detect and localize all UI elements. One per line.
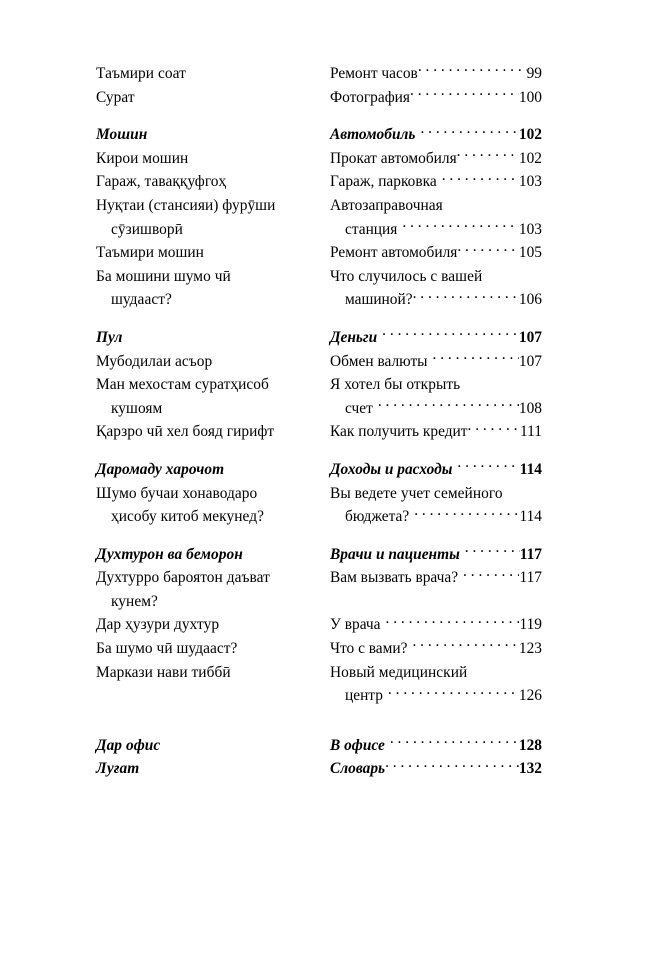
toc-entry-label: Фотография <box>330 88 410 106</box>
toc-section-row <box>96 326 542 350</box>
toc-section-leader-russian[interactable] <box>330 123 542 147</box>
toc-entry-label: Деньги <box>330 328 378 346</box>
dot-leader <box>414 506 519 521</box>
toc-entry-label: В офисе <box>330 736 385 754</box>
toc-entry-tajik: кушоям <box>111 399 163 417</box>
toc-entry-leader-russian[interactable] <box>330 218 542 242</box>
toc-column-tajik <box>96 147 330 171</box>
toc-entry-tajik: Қарзро чӣ хел бояд гирифт <box>96 423 275 441</box>
toc-entry-label: Гараж, парковка <box>330 173 437 191</box>
toc-entry-label: Словарь <box>330 760 386 778</box>
toc-page-number: 107 <box>518 328 542 346</box>
toc-entry-label: Что с вами? <box>330 640 408 658</box>
toc-column-tajik <box>96 661 330 685</box>
toc-column-russian <box>330 62 542 86</box>
toc-column-russian <box>330 734 542 758</box>
toc-column-tajik <box>96 241 330 265</box>
toc-column-russian <box>330 566 542 590</box>
dot-leader <box>463 567 519 582</box>
toc-entry-tajik: шудааст? <box>111 291 172 309</box>
toc-entry-tajik: Кирои мошин <box>96 149 189 167</box>
toc-column-tajik <box>96 637 330 661</box>
toc-page-number: 100 <box>518 88 542 106</box>
dot-leader <box>457 459 519 474</box>
toc-section-title-tajik: Дар офис <box>96 736 161 754</box>
dot-leader <box>412 638 518 653</box>
toc-column-tajik <box>96 543 330 567</box>
toc-entry-leader-russian[interactable] <box>330 350 542 374</box>
toc-page-number: 119 <box>519 616 542 634</box>
toc-page-number: 103 <box>518 173 542 191</box>
toc-column-tajik <box>96 482 330 529</box>
toc-page-number: 105 <box>518 244 542 262</box>
toc-column-russian <box>330 241 542 265</box>
toc-entry-leader-russian[interactable] <box>330 420 542 444</box>
toc-entry-tajik: Таъмири мошин <box>96 244 204 262</box>
toc-page-number: 106 <box>518 291 542 309</box>
toc-entry-tajik: Ба мошини шумо чӣ <box>96 267 231 285</box>
toc-entry-leader-russian[interactable] <box>330 613 542 637</box>
toc-column-russian <box>330 757 542 781</box>
toc-column-tajik <box>96 373 330 420</box>
toc-column-tajik <box>96 62 330 86</box>
toc-entry-russian: Автозаправочная <box>330 196 443 214</box>
toc-column-russian <box>330 373 542 420</box>
toc-entry-tajik: Сурат <box>96 88 135 106</box>
toc-entry-label: Обмен валюты <box>330 352 428 370</box>
toc-entry-row <box>96 420 542 444</box>
dot-leader <box>457 242 519 257</box>
toc-column-russian <box>330 420 542 444</box>
toc-section-row <box>96 734 542 758</box>
toc-entry-row <box>96 241 542 265</box>
toc-column-tajik <box>96 194 330 241</box>
toc-entry-label: У врача <box>330 616 381 634</box>
toc-page-number: 99 <box>526 65 542 82</box>
toc-page-number: 117 <box>519 569 542 587</box>
table-of-contents <box>96 62 542 781</box>
toc-entry-label: Прокат автомобиля <box>330 149 457 167</box>
toc-column-tajik <box>96 613 330 637</box>
toc-page-number: 123 <box>518 640 542 658</box>
toc-entry-label: Ремонт автомобиля <box>330 244 458 262</box>
toc-column-russian <box>330 613 542 637</box>
toc-entry-row <box>96 566 542 613</box>
toc-entry-russian: Что случилось с вашей <box>330 267 483 285</box>
toc-entry-leader-russian[interactable] <box>330 241 542 265</box>
dot-leader <box>433 351 519 366</box>
toc-entry-tajik: сӯзишворӣ <box>111 220 183 238</box>
toc-entry-row <box>96 86 542 110</box>
toc-entry-row <box>96 62 542 86</box>
toc-entry-tajik: Ман мехостам суратҳисоб <box>96 376 269 394</box>
toc-column-russian <box>330 661 542 708</box>
toc-entry-label: центр <box>345 687 383 705</box>
toc-column-russian <box>330 86 542 110</box>
dot-leader <box>465 544 520 559</box>
toc-column-russian <box>330 194 542 241</box>
toc-section-row <box>96 123 542 147</box>
toc-page-number: 102 <box>518 126 542 144</box>
toc-page-number: 126 <box>518 687 542 705</box>
toc-entry-leader-russian[interactable] <box>330 170 542 194</box>
toc-page-number: 132 <box>518 760 542 778</box>
toc-section-row <box>96 757 542 781</box>
toc-entry-leader-russian[interactable] <box>330 505 542 529</box>
toc-entry-label: Ремонт часов <box>330 65 418 82</box>
toc-entry-label: бюджета? <box>345 508 410 526</box>
toc-entry-tajik: кунем? <box>111 592 158 610</box>
toc-entry-label: Вам вызвать врача? <box>330 569 459 587</box>
toc-column-russian <box>330 147 542 171</box>
toc-entry-label: машиной? <box>345 291 413 309</box>
toc-section-title-tajik: Луғат <box>96 760 140 778</box>
toc-entry-row <box>96 661 542 708</box>
toc-entry-tajik: Шумо бучаи хонаводаро <box>96 484 258 502</box>
toc-entry-label: счет <box>345 399 373 417</box>
toc-entry-leader-russian[interactable] <box>330 637 542 661</box>
toc-section-title-tajik: Духтурон ва беморон <box>96 545 243 563</box>
toc-entry-row <box>96 350 542 374</box>
toc-entry-row <box>96 265 542 312</box>
toc-entry-tajik: Мубодилаи асъор <box>96 352 213 370</box>
toc-section-title-tajik: Пул <box>96 328 123 346</box>
dot-leader <box>386 614 520 629</box>
toc-column-russian <box>330 637 542 661</box>
toc-entry-russian: Я хотел бы открыть <box>330 376 461 394</box>
dot-leader <box>468 421 521 436</box>
toc-entry-leader-russian[interactable] <box>330 62 542 86</box>
dot-leader <box>388 685 519 700</box>
toc-column-russian <box>330 265 542 312</box>
dot-leader <box>385 758 519 773</box>
toc-section-leader-russian[interactable] <box>330 326 542 350</box>
toc-entry-tajik: Нуқтаи (стансияи) фурӯши <box>96 196 276 214</box>
toc-column-russian <box>330 123 542 147</box>
toc-section-row <box>96 458 542 482</box>
toc-page-number: 108 <box>518 399 542 417</box>
toc-entry-row <box>96 194 542 241</box>
toc-entry-row <box>96 147 542 171</box>
toc-column-russian <box>330 543 542 567</box>
toc-entry-label: Как получить кредит <box>330 423 468 441</box>
toc-page-number: 102 <box>518 149 542 167</box>
dot-leader <box>418 63 527 78</box>
toc-entry-tajik: Маркази нави тиббӣ <box>96 663 231 681</box>
toc-column-tajik <box>96 326 330 350</box>
toc-entry-row <box>96 637 542 661</box>
dot-leader <box>382 327 519 342</box>
toc-entry-russian: Вы ведете учет семейного <box>330 484 503 502</box>
toc-page-number: 103 <box>518 220 542 238</box>
toc-section-leader-russian[interactable] <box>330 734 542 758</box>
toc-page-number: 128 <box>518 736 542 754</box>
toc-column-tajik <box>96 170 330 194</box>
toc-entry-row <box>96 613 542 637</box>
toc-column-tajik <box>96 458 330 482</box>
toc-section-leader-russian[interactable] <box>330 757 542 781</box>
dot-leader <box>413 289 519 304</box>
toc-page-number: 111 <box>520 423 542 441</box>
toc-entry-row <box>96 482 542 529</box>
toc-page-number: 114 <box>519 460 542 478</box>
dot-leader <box>402 219 519 234</box>
toc-entry-tajik: Духтурро бароятон даъват <box>96 569 270 587</box>
dot-leader <box>420 124 518 139</box>
toc-entry-leader-russian[interactable] <box>330 86 542 110</box>
toc-column-russian <box>330 170 542 194</box>
toc-column-tajik <box>96 734 330 758</box>
toc-entry-leader-russian[interactable] <box>330 566 542 590</box>
toc-column-tajik <box>96 566 330 613</box>
toc-entry-label: станция <box>345 220 398 238</box>
toc-entry-leader-russian[interactable] <box>330 397 542 421</box>
toc-section-title-tajik: Мошин <box>96 126 148 144</box>
toc-entry-tajik: Дар ҳузури духтур <box>96 616 220 634</box>
toc-column-russian <box>330 482 542 529</box>
toc-column-tajik <box>96 86 330 110</box>
dot-leader <box>390 735 519 750</box>
toc-page-number: 117 <box>519 545 542 563</box>
toc-entry-row <box>96 373 542 420</box>
toc-entry-tajik: Гараж, таваққуфгоҳ <box>96 173 227 191</box>
toc-column-russian <box>330 458 542 482</box>
toc-entry-leader-russian[interactable] <box>330 288 542 312</box>
toc-column-tajik <box>96 265 330 312</box>
toc-section-leader-russian[interactable] <box>330 543 542 567</box>
toc-entry-label: Врачи и пациенты <box>330 545 460 563</box>
dot-leader <box>378 398 519 413</box>
toc-section-title-tajik: Даромаду харочот <box>96 460 225 478</box>
toc-column-tajik <box>96 420 330 444</box>
dot-leader <box>410 87 519 102</box>
toc-section-row <box>96 543 542 567</box>
toc-page-number: 107 <box>518 352 542 370</box>
dot-leader <box>457 148 519 163</box>
toc-column-tajik <box>96 123 330 147</box>
toc-page-number: 114 <box>519 508 542 526</box>
toc-entry-tajik: Ба шумо чӣ шудааст? <box>96 640 238 658</box>
toc-entry-tajik: Таъмири соат <box>96 65 186 82</box>
toc-column-russian <box>330 326 542 350</box>
dot-leader <box>442 171 519 186</box>
toc-entry-tajik: ҳисобу китоб мекунед? <box>111 508 264 526</box>
toc-column-tajik <box>96 757 330 781</box>
toc-entry-leader-russian[interactable] <box>330 147 542 171</box>
toc-column-russian <box>330 350 542 374</box>
toc-entry-label: Доходы и расходы <box>330 460 453 478</box>
toc-entry-row <box>96 170 542 194</box>
toc-section-leader-russian[interactable] <box>330 458 542 482</box>
toc-entry-label: Автомобиль <box>330 126 416 144</box>
toc-entry-russian: Новый медицинский <box>330 663 468 681</box>
toc-entry-leader-russian[interactable] <box>330 684 542 708</box>
toc-column-tajik <box>96 350 330 374</box>
